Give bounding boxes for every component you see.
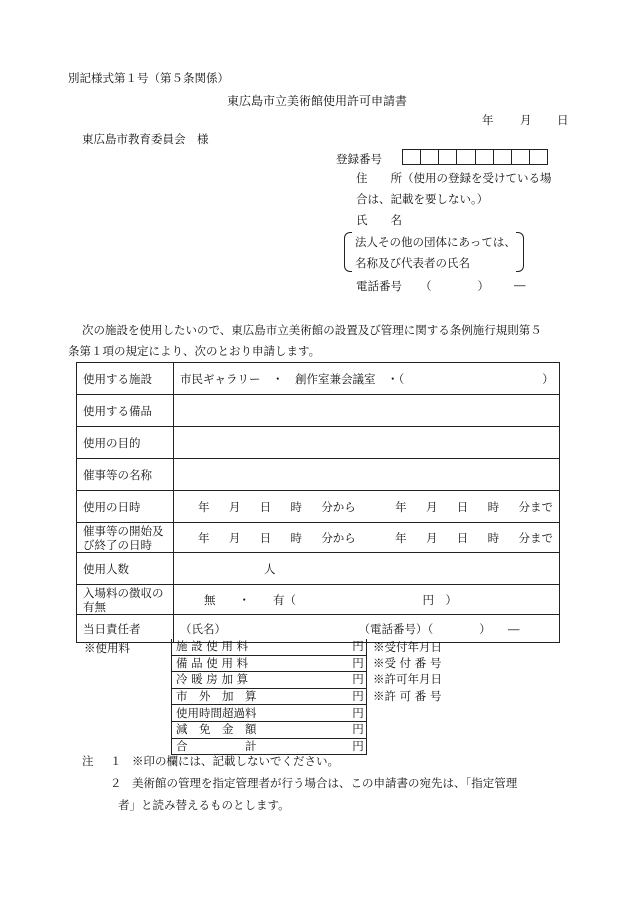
event-name-row xyxy=(77,459,560,491)
purpose-value[interactable] xyxy=(174,427,560,459)
admission-fee-value[interactable] xyxy=(174,585,560,615)
fee-unit[interactable]: 円 xyxy=(350,705,367,722)
fee-row xyxy=(172,639,498,655)
fee-name: 合 計 xyxy=(172,738,351,755)
fee-unit[interactable]: 円 xyxy=(350,655,367,672)
fee-unit[interactable]: 円 xyxy=(350,639,367,655)
admission-fee-text: 無 ・ 有（ 円 ） xyxy=(204,592,457,607)
ep-hour-to: 時 xyxy=(487,530,500,545)
date-month: 月 xyxy=(520,113,532,127)
fee-row xyxy=(172,688,498,705)
fee-unit[interactable]: 円 xyxy=(350,688,367,705)
fee-side-label xyxy=(367,705,498,722)
phone-paren: （ ） xyxy=(420,279,489,293)
dt-month-from: 月 xyxy=(228,499,241,514)
fee-name: 冷 暖 房 加 算 xyxy=(172,672,351,689)
event-period-label-1: 催事等の開始及 xyxy=(83,523,164,538)
fee-side-label xyxy=(367,721,498,738)
fee-row xyxy=(172,705,498,722)
dt-hour-from: 時 xyxy=(290,499,302,514)
fee-name: 施 設 使 用 料 xyxy=(172,639,351,655)
dt-hour-to: 時 xyxy=(487,499,500,514)
corp-note-1: 法人その他の団体にあっては、 xyxy=(355,235,516,249)
people-label: 使用人数 xyxy=(77,553,174,585)
ep-minute-to: 分まで xyxy=(518,530,553,545)
admission-fee-row xyxy=(77,585,560,615)
ep-minute-from: 分から xyxy=(321,530,356,545)
fee-name: 市 外 加 算 xyxy=(172,688,351,705)
fee-name: 減 免 金 額 xyxy=(172,721,351,738)
dt-month-to: 月 xyxy=(425,499,438,514)
date-day: 日 xyxy=(557,113,569,127)
fee-row xyxy=(172,721,498,738)
ep-day-from: 日 xyxy=(259,530,272,545)
name-label: 氏 名 xyxy=(356,213,402,227)
purpose-row xyxy=(77,427,560,459)
application-table xyxy=(76,362,560,643)
fee-row xyxy=(172,672,498,689)
registration-label: 登録番号 xyxy=(336,152,382,166)
fee-side-label: ※許 可 番 号 xyxy=(373,689,442,704)
event-name-label: 催事等の名称 xyxy=(77,459,174,491)
date-year: 年 xyxy=(482,113,494,127)
manager-phone: （電話番号）（ ） ― xyxy=(358,621,520,636)
admission-fee-label xyxy=(77,585,174,615)
ep-year-to: 年 xyxy=(395,530,407,545)
event-period-value[interactable] xyxy=(174,523,560,553)
dt-day-to: 日 xyxy=(456,499,469,514)
corp-note-2: 名称及び代表者の氏名 xyxy=(355,256,470,270)
equipment-value[interactable] xyxy=(174,395,560,427)
fee-unit[interactable]: 円 xyxy=(350,672,367,689)
note-label: 注 xyxy=(82,754,94,768)
datetime-row xyxy=(77,491,560,523)
event-period-label xyxy=(77,523,174,553)
ep-hour-from: 時 xyxy=(290,530,302,545)
recipient: 東広島市教育委員会 様 xyxy=(82,132,209,146)
event-period-row xyxy=(77,523,560,553)
fee-side-label xyxy=(367,738,498,755)
admission-fee-label-1: 入場料の徴収の xyxy=(83,585,164,600)
ep-year-from: 年 xyxy=(198,530,210,545)
dt-year-from: 年 xyxy=(198,499,210,514)
dt-minute-to: 分まで xyxy=(518,499,553,514)
event-name-value[interactable] xyxy=(174,459,560,491)
left-bracket xyxy=(344,232,352,272)
people-value[interactable] xyxy=(174,553,560,585)
note-2-number: ２ xyxy=(110,776,122,790)
manager-name: （氏名） xyxy=(180,621,226,636)
ep-month-from: 月 xyxy=(228,530,241,545)
form-title: 東広島市立美術館使用許可申請書 xyxy=(227,94,408,108)
people-row xyxy=(77,553,560,585)
fee-unit[interactable]: 円 xyxy=(350,721,367,738)
datetime-value[interactable] xyxy=(174,491,560,523)
fee-side-label: ※受付年月日 xyxy=(373,639,442,654)
datetime-label: 使用の日時 xyxy=(77,491,174,523)
manager-label: 当日責任者 xyxy=(77,615,174,643)
equipment-row xyxy=(77,395,560,427)
intro-line-1: 次の施設を使用したいので、東広島市立美術館の設置及び管理に関する条例施行規則第５ xyxy=(82,323,542,337)
note-1-number: １ xyxy=(110,754,122,768)
fee-unit[interactable]: 円 xyxy=(350,738,367,755)
fee-name: 使用時間超過料 xyxy=(172,705,351,722)
form-number: 別記様式第１号（第５条関係） xyxy=(68,71,229,85)
note-2-line-2: 者」と読み替えるものとします。 xyxy=(118,798,290,812)
fee-name: 備 品 使 用 料 xyxy=(172,655,351,672)
fee-side-label: ※許可年月日 xyxy=(373,672,442,687)
ep-day-to: 日 xyxy=(456,530,469,545)
fee-heading: ※使用料 xyxy=(84,641,130,655)
address-note: 合は、記載を要しない。） xyxy=(356,192,489,206)
right-bracket xyxy=(516,232,524,272)
dt-day-from: 日 xyxy=(259,499,272,514)
registration-number-boxes[interactable] xyxy=(402,149,548,165)
intro-line-2: 条第１項の規定により、次のとおり申請します。 xyxy=(68,344,321,358)
dt-year-to: 年 xyxy=(395,499,407,514)
purpose-label: 使用の目的 xyxy=(77,427,174,459)
admission-fee-label-2: 有無 xyxy=(83,599,106,614)
dt-minute-from: 分から xyxy=(321,499,356,514)
facility-label: 使用する施設 xyxy=(77,363,174,395)
facility-row xyxy=(77,363,560,395)
note-2-line-1: 美術館の管理を指定管理者が行う場合は、この申請書の宛先は、「指定管理 xyxy=(132,776,518,790)
fee-side-label: ※受 付 番 号 xyxy=(373,655,442,670)
ep-month-to: 月 xyxy=(425,530,438,545)
phone-dash: ― xyxy=(514,278,526,292)
event-period-label-2: び終了の日時 xyxy=(83,537,152,552)
note-1: ※印の欄には、記載しないでください。 xyxy=(132,754,339,768)
fee-table xyxy=(171,639,498,755)
facility-value[interactable]: 市民ギャラリー ・ 創作室兼会議室 ・（ ） xyxy=(174,363,560,395)
phone-label: 電話番号 xyxy=(356,279,402,293)
people-unit: 人 xyxy=(264,561,276,576)
address-label: 住 所（使用の登録を受けている場 xyxy=(356,171,552,185)
fee-row xyxy=(172,655,498,672)
equipment-label: 使用する備品 xyxy=(77,395,174,427)
